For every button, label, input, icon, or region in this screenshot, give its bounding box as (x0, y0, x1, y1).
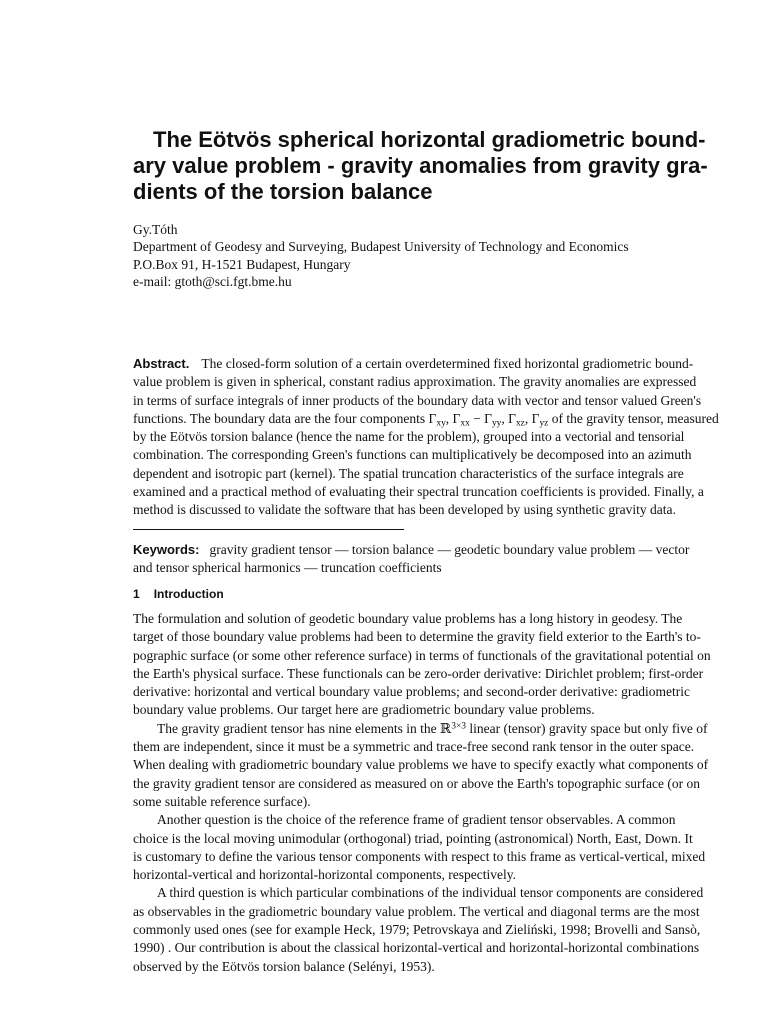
abstract-text: of the gravity tensor, measured (548, 410, 719, 426)
section-heading (133, 585, 224, 603)
body-line: pographic surface (or some other reference surface) in terms of functionals of the gravitational potential on (133, 647, 711, 663)
author-name: Gy.Tóth (133, 222, 178, 237)
keywords (133, 541, 768, 577)
subscript: xz (515, 418, 525, 429)
abstract-text: functions. The boundary data are the four components Γ (133, 410, 437, 426)
body-line: target of those boundary value problems had been to determine the gravity field exterior to the Earth's to- (133, 629, 701, 645)
author-email[interactable]: e-mail: gtoth@sci.fgt.bme.hu (133, 273, 292, 289)
abstract-text: , Γ (501, 410, 516, 426)
body-line: horizontal-vertical and horizontal-horizontal components, respectively. (133, 867, 516, 883)
body-text-span: The gravity gradient tensor has nine elements in the ℝ (157, 720, 452, 736)
body-line: observed by the Eötvös torsion balance (Selényi, 1953). (133, 958, 435, 974)
keywords-line: and tensor spherical harmonics — truncation coefficients (133, 560, 442, 575)
title-line: ary value problem - gravity anomalies from gravity gra- (133, 153, 708, 178)
author-address: P.O.Box 91, H-1521 Budapest, Hungary (133, 256, 351, 272)
section-number: 1 (133, 587, 140, 601)
body-line: some suitable reference surface). (133, 793, 311, 809)
keywords-label: Keywords: (133, 542, 200, 557)
subscript: yz (539, 418, 549, 429)
body-line: is customary to define the various tensor components with respect to this frame as vertical-vertical, mixed (133, 848, 706, 864)
body-line: When dealing with gradiometric boundary value problems we have to specify exactly what components of (133, 757, 709, 773)
subscript: xx (460, 418, 470, 429)
body-line: derivative: horizontal and vertical boundary value problems; and second-order derivative: gradiometric (133, 684, 691, 700)
author-department: Department of Geodesy and Surveying, Budapest University of Technology and Economics (133, 239, 629, 255)
abstract-line: examined and a practical method of evaluating their spectral truncation coefficients is provided. Finally, a (133, 484, 704, 500)
abstract-text: , Γ (445, 410, 461, 426)
abstract-line: combination. The corresponding Green's functions can multiplicatively be decomposed into an azimuth (133, 447, 692, 463)
keywords-text: gravity gradient tensor — torsion balance — geodetic boundary value problem — vector (209, 542, 690, 557)
abstract-line: method is discussed to validate the software that has been developed by using synthetic gravity data. (133, 502, 676, 518)
abstract-text: , Γ (524, 410, 540, 426)
section-title: Introduction (153, 587, 224, 601)
abstract-line: by the Eötvös torsion balance (hence the name for the problem), grouped into a vectorial and tensorial (133, 429, 685, 445)
body-line: the gravity gradient tensor are considered as measured on or above the Earth's topographic surface (or on (133, 775, 700, 791)
body-line: The formulation and solution of geodetic boundary value problems has a long history in geodesy. The (133, 611, 683, 626)
body-line: them are independent, since it must be a symmetric and trace-free second rank tensor in the outer space. (133, 739, 695, 755)
body-line: as observables in the gradiometric boundary value problem. The vertical and diagonal terms are the most (133, 903, 700, 919)
abstract-text: The closed-form solution of a certain overdetermined fixed horizontal gradiometric bound- (201, 356, 694, 371)
body-line: choice is the local moving unimodular (orthogonal) triad, pointing (astronomical) North, East, Down. It (133, 830, 693, 846)
body-text (133, 610, 768, 976)
abstract-line: value problem is given in spherical, constant radius approximation. The gravity anomalies are expressed (133, 374, 697, 390)
body-line (133, 720, 768, 738)
body-line: A third question is which particular combinations of the individual tensor components are considered (157, 885, 704, 901)
body-line: commonly used ones (see for example Heck, 1979; Petrovskaya and Zieliński, 1998; Brovelli and Sansò, (133, 922, 701, 938)
subscript: xy (436, 418, 446, 429)
body-line: 1990) . Our contribution is about the classical horizontal-vertical and horizontal-horizontal combinations (133, 940, 700, 956)
body-line: Another question is the choice of the reference frame of gradient tensor observables. A common (157, 812, 676, 828)
body-line: boundary value problems. Our target here are gradiometric boundary value problems. (133, 702, 595, 718)
abstract-line: dependent and isotropic part (kernel). The spatial truncation characteristics of the surface integrals are (133, 465, 684, 481)
abstract-text: − Γ (469, 410, 492, 426)
subscript: yy (491, 418, 502, 429)
keywords-line (133, 541, 768, 559)
abstract-label: Abstract. (133, 356, 190, 371)
paper-title (133, 127, 768, 205)
abstract (133, 355, 768, 520)
abstract-line: in terms of surface integrals of inner products of the boundary data with vector and tensor valued Green's (133, 392, 702, 408)
author-block (133, 221, 768, 290)
body-text-span: linear (tensor) gravity space but only five of (466, 720, 708, 736)
superscript: 3×3 (451, 721, 467, 732)
body-line: the Earth's physical surface. These functionals can be zero-order derivative: Dirichlet problem; first-order (133, 665, 704, 681)
abstract-line (133, 355, 768, 373)
abstract-line (133, 410, 768, 428)
title-line: dients of the torsion balance (133, 179, 433, 204)
title-line: The Eötvös spherical horizontal gradiometric bound- (153, 127, 706, 152)
horizontal-divider (133, 529, 404, 530)
